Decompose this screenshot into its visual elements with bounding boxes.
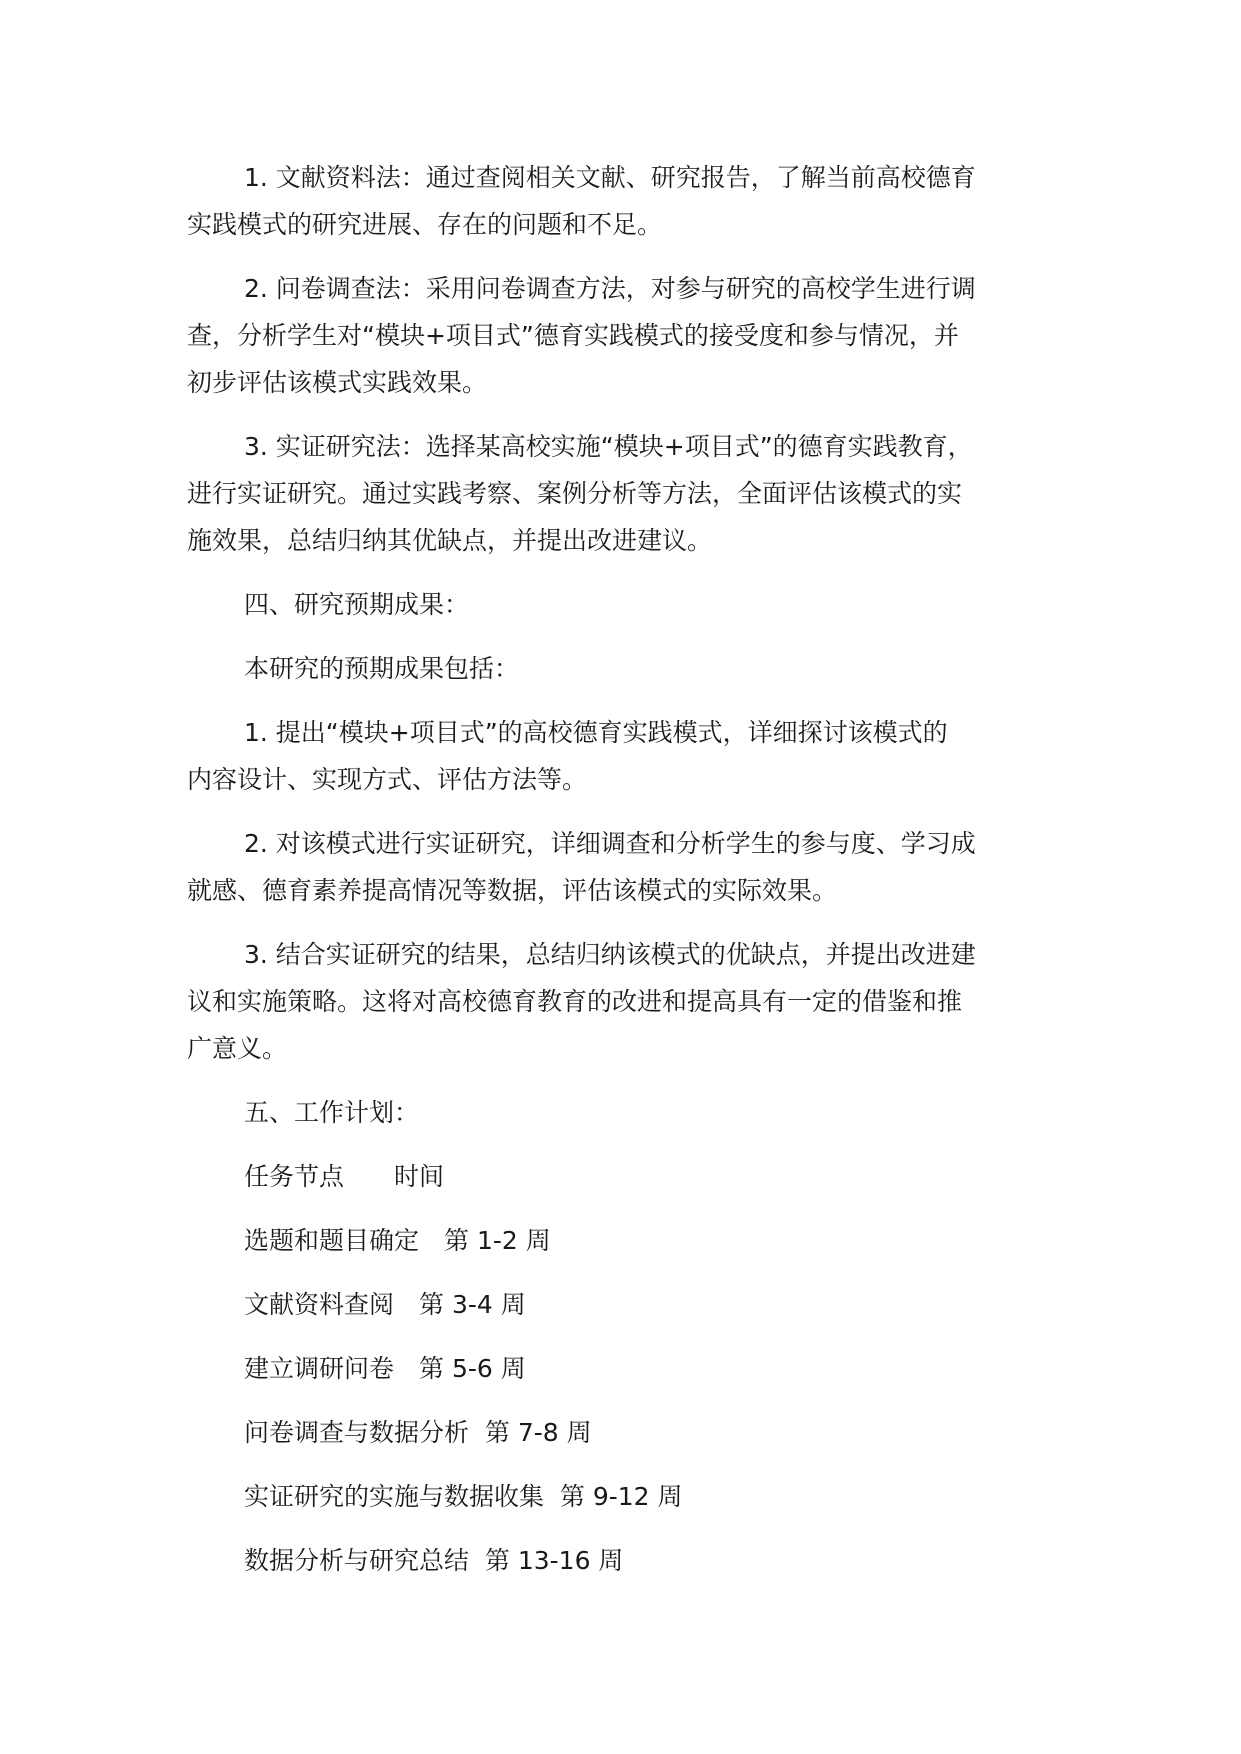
plan-row: 选题和题目确定 第 1-2 周 bbox=[244, 1226, 551, 1255]
plan-row: 数据分析与研究总结 第 13-16 周 bbox=[244, 1546, 624, 1575]
outcome-paragraph-2 bbox=[187, 820, 1087, 914]
plan-row: 建立调研问卷 第 5-6 周 bbox=[244, 1354, 526, 1383]
text-line: 进行实证研究。通过实践考察、案例分析等方法，全面评估该模式的实 bbox=[187, 479, 963, 508]
plan-row: 文献资料查阅 第 3-4 周 bbox=[244, 1290, 526, 1319]
method-paragraph-3 bbox=[187, 423, 1087, 564]
text-line: 查，分析学生对“模块+项目式”德育实践模式的接受度和参与情况，并 bbox=[187, 321, 959, 350]
document-body bbox=[187, 154, 1087, 1601]
text-line: 议和实施策略。这将对高校德育教育的改进和提高具有一定的借鉴和推 bbox=[187, 987, 963, 1016]
text-line: 2. 对该模式进行实证研究，详细调查和分析学生的参与度、学习成 bbox=[244, 829, 976, 858]
text-line: 施效果，总结归纳其优缺点，并提出改进建议。 bbox=[187, 526, 713, 555]
outcome-paragraph-1 bbox=[187, 709, 1087, 803]
plan-row: 问卷调查与数据分析 第 7-8 周 bbox=[244, 1418, 592, 1447]
text-line: 1. 提出“模块+项目式”的高校德育实践模式，详细探讨该模式的 bbox=[244, 718, 948, 747]
plan-row: 实证研究的实施与数据收集 第 9-12 周 bbox=[244, 1482, 683, 1511]
text-line: 就感、德育素养提高情况等数据，评估该模式的实际效果。 bbox=[187, 876, 838, 905]
text-line: 2. 问卷调查法：采用问卷调查方法，对参与研究的高校学生进行调 bbox=[244, 274, 976, 303]
text-line: 广意义。 bbox=[187, 1034, 288, 1063]
method-paragraph-2 bbox=[187, 265, 1087, 406]
plan-row-header: 任务节点 时间 bbox=[244, 1162, 445, 1191]
text-line: 1. 文献资料法：通过查阅相关文献、研究报告，了解当前高校德育 bbox=[244, 163, 976, 192]
section-heading-outcomes: 四、研究预期成果： bbox=[244, 590, 470, 619]
outcomes-intro: 本研究的预期成果包括： bbox=[244, 654, 520, 683]
text-line: 初步评估该模式实践效果。 bbox=[187, 368, 488, 397]
section-heading-work-plan: 五、工作计划： bbox=[244, 1098, 420, 1127]
text-line: 实践模式的研究进展、存在的问题和不足。 bbox=[187, 210, 663, 239]
text-line: 内容设计、实现方式、评估方法等。 bbox=[187, 765, 588, 794]
outcome-paragraph-3 bbox=[187, 931, 1087, 1072]
method-paragraph-1 bbox=[187, 154, 1087, 248]
text-line: 3. 结合实证研究的结果，总结归纳该模式的优缺点，并提出改进建 bbox=[244, 940, 976, 969]
text-line: 3. 实证研究法：选择某高校实施“模块+项目式”的德育实践教育， bbox=[244, 432, 973, 461]
